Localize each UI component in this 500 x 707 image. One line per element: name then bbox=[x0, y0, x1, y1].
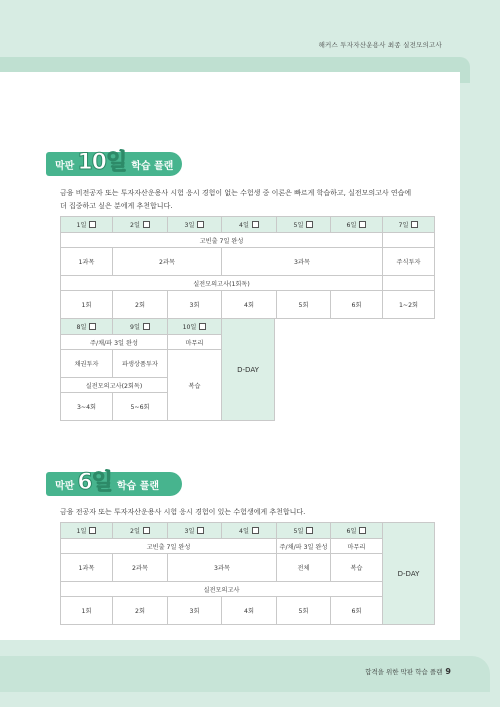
plan-6-table bbox=[60, 522, 435, 625]
table-cell: 1회 bbox=[61, 597, 113, 625]
day-cell: 2일 bbox=[113, 217, 168, 233]
day-cell: 2일 bbox=[113, 523, 168, 539]
table-cell: 1과목 bbox=[61, 554, 113, 582]
checkbox-icon[interactable] bbox=[89, 323, 96, 330]
dday-cell: D-DAY bbox=[222, 319, 275, 421]
day-cell: 7일 bbox=[383, 217, 435, 233]
checkbox-icon[interactable] bbox=[252, 221, 259, 228]
table-row bbox=[61, 276, 435, 291]
table-header-row bbox=[61, 523, 435, 539]
table-row bbox=[61, 582, 435, 597]
table-cell: 고빈출 7일 완성 bbox=[61, 539, 277, 554]
table-cell: 1회 bbox=[61, 291, 113, 319]
day-cell: 9일 bbox=[113, 319, 168, 335]
banner-prefix: 막판 bbox=[55, 480, 75, 492]
banner-title: 학습 플랜 bbox=[131, 160, 174, 172]
table-cell: 3회 bbox=[168, 597, 222, 625]
plan-10-table bbox=[60, 216, 435, 319]
banner-days: 6일 bbox=[77, 469, 112, 495]
table-cell: 마무리 bbox=[331, 539, 383, 554]
table-cell bbox=[383, 233, 435, 248]
checkbox-icon[interactable] bbox=[143, 527, 150, 534]
day-cell: 4일 bbox=[222, 217, 277, 233]
running-header: 해커스 투자자산운용사 최종 실전모의고사 bbox=[318, 41, 442, 49]
table-cell: 복습 bbox=[168, 350, 222, 421]
checkbox-icon[interactable] bbox=[143, 323, 150, 330]
table-cell: 2회 bbox=[113, 291, 168, 319]
checkbox-icon[interactable] bbox=[197, 527, 204, 534]
plan-10-description bbox=[60, 187, 411, 213]
desc-line: 금융 비전공자 또는 투자자산운용사 시험 응시 경험이 없는 수험생 중 이론은 빠르게 학습하고, 실전모의고사 연습에 bbox=[60, 189, 412, 197]
day-cell: 6일 bbox=[331, 523, 383, 539]
table-cell: 1~2회 bbox=[383, 291, 435, 319]
day-cell: 10일 bbox=[168, 319, 222, 335]
checkbox-icon[interactable] bbox=[252, 527, 259, 534]
page-number: 9 bbox=[445, 667, 451, 676]
dday-cell: D-DAY bbox=[383, 523, 435, 625]
table-cell: 고빈출 7일 완성 bbox=[61, 233, 383, 248]
table-cell: 4회 bbox=[222, 291, 277, 319]
table-cell: 5회 bbox=[277, 291, 331, 319]
footer-title: 합격을 위한 막판 학습 플랜 bbox=[365, 668, 443, 676]
checkbox-icon[interactable] bbox=[411, 221, 418, 228]
table-row bbox=[61, 554, 435, 582]
banner-prefix: 막판 bbox=[55, 160, 75, 172]
table-cell: 채권투자 bbox=[61, 350, 113, 378]
day-cell: 5일 bbox=[277, 523, 331, 539]
plan-6-banner bbox=[46, 469, 182, 496]
table-cell: 4회 bbox=[222, 597, 277, 625]
checkbox-icon[interactable] bbox=[359, 527, 366, 534]
table-cell: 3회 bbox=[168, 291, 222, 319]
table-cell: 마무리 bbox=[168, 335, 222, 350]
table-cell: 전체 bbox=[277, 554, 331, 582]
day-cell: 3일 bbox=[168, 217, 222, 233]
plan-6-description: 금융 전공자 또는 투자자산운용사 시험 응시 경험이 있는 수험생에게 추천합니다. bbox=[60, 508, 306, 516]
day-cell: 5일 bbox=[277, 217, 331, 233]
table-cell: 6회 bbox=[331, 291, 383, 319]
table-cell: 5~6회 bbox=[113, 393, 168, 421]
table-cell: 실전모의고사(1회독) bbox=[61, 276, 383, 291]
day-cell: 4일 bbox=[222, 523, 277, 539]
checkbox-icon[interactable] bbox=[359, 221, 366, 228]
day-cell: 8일 bbox=[61, 319, 113, 335]
table-row bbox=[61, 291, 435, 319]
day-cell: 1일 bbox=[61, 217, 113, 233]
table-cell: 1과목 bbox=[61, 248, 113, 276]
checkbox-icon[interactable] bbox=[306, 527, 313, 534]
checkbox-icon[interactable] bbox=[306, 221, 313, 228]
day-cell: 3일 bbox=[168, 523, 222, 539]
table-row bbox=[61, 233, 435, 248]
table-cell: 5회 bbox=[277, 597, 331, 625]
table-row bbox=[61, 539, 435, 554]
table-cell bbox=[383, 276, 435, 291]
table-cell: 실전모의고사(2회독) bbox=[61, 378, 168, 393]
table-cell: 6회 bbox=[331, 597, 383, 625]
table-cell: 주/채/파 3일 완성 bbox=[277, 539, 331, 554]
table-cell: 2회 bbox=[113, 597, 168, 625]
table-header-row bbox=[61, 319, 275, 335]
table-row bbox=[61, 248, 435, 276]
table-cell: 파생상품투자 bbox=[113, 350, 168, 378]
checkbox-icon[interactable] bbox=[199, 323, 206, 330]
day-cell: 1일 bbox=[61, 523, 113, 539]
table-cell: 3과목 bbox=[222, 248, 383, 276]
plan-10-table-extra bbox=[60, 318, 275, 421]
table-cell: 주/채/파 3일 완성 bbox=[61, 335, 168, 350]
checkbox-icon[interactable] bbox=[89, 527, 96, 534]
plan-10-banner bbox=[46, 149, 182, 176]
banner-days: 10일 bbox=[77, 149, 127, 175]
table-cell: 2과목 bbox=[113, 554, 168, 582]
checkbox-icon[interactable] bbox=[197, 221, 204, 228]
table-cell: 실전모의고사 bbox=[61, 582, 383, 597]
desc-line: 더 집중하고 싶은 분에게 추천합니다. bbox=[60, 202, 173, 210]
table-cell: 2과목 bbox=[113, 248, 222, 276]
checkbox-icon[interactable] bbox=[89, 221, 96, 228]
table-cell: 3과목 bbox=[168, 554, 277, 582]
table-cell: 복습 bbox=[331, 554, 383, 582]
day-cell: 6일 bbox=[331, 217, 383, 233]
banner-title: 학습 플랜 bbox=[116, 480, 160, 492]
table-header-row bbox=[61, 217, 435, 233]
table-cell: 주식투자 bbox=[383, 248, 435, 276]
table-row bbox=[61, 597, 435, 625]
running-footer bbox=[365, 667, 451, 676]
table-cell: 3~4회 bbox=[61, 393, 113, 421]
checkbox-icon[interactable] bbox=[143, 221, 150, 228]
